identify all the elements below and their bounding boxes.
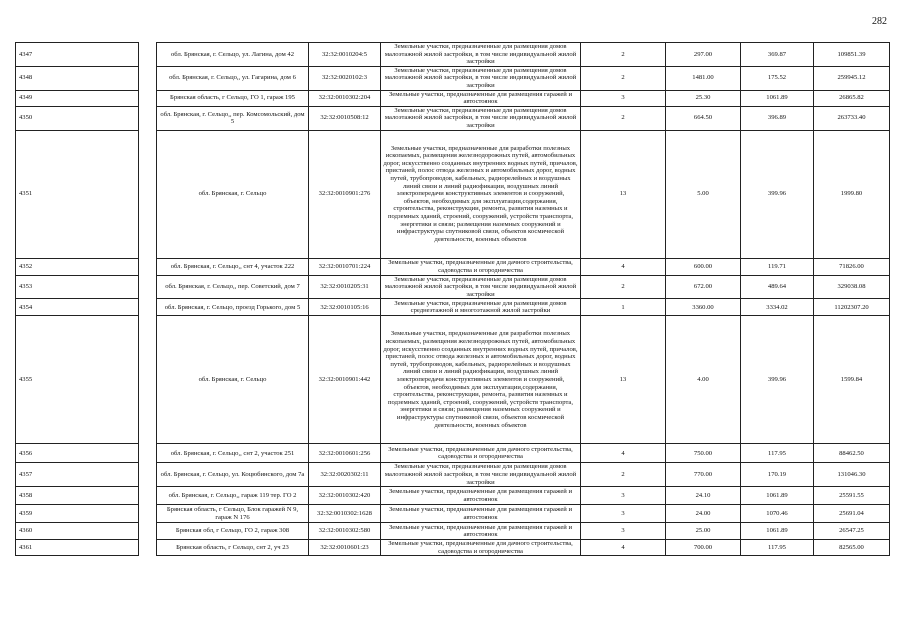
land-use-cell: Земельные участки, предназначенные для разработки полезных ископаемых, размещения железнодорожных путей, автомобильных дорог, искусственно созданных внутренних водных путей, причалов, пристаней, полос отвода железных и автомобильных дорог, водных путей, трубопроводов, кабельных, радиорелейных и воздушных линий связи и линий радиофикации, воздушных линий электропередачи конструктивных элементов и сооружений, объектов, необходимых для эксплуатации,содержания, строительства, реконструкции, ремонта, развития наземных и подземных зданий, строений, сооружений, устройств транспорта, энергетики и связи; размещения наземных сооружений и инфраструктуры спутниковой связи, объектов космической деятельности, военных объектов bbox=[381, 130, 581, 258]
cadastral-number-cell: 32:32:0010901:276 bbox=[309, 130, 381, 258]
row-number: 4352 bbox=[16, 258, 139, 275]
address-cell: обл. Брянская, г. Сельцо,, ул. Гагарина, дом 6 bbox=[157, 66, 309, 90]
table-row bbox=[16, 258, 890, 275]
cadastral-value-cell: 329038.08 bbox=[814, 275, 890, 299]
area-cell: 297.00 bbox=[666, 43, 741, 67]
address-cell: Брянская обл, г Сельцо, ГО 2, гараж 308 bbox=[157, 523, 309, 540]
land-use-cell: Земельные участки, предназначенные для размещения домов малоэтажной жилой застройки, в том числе индивидуальной жилой застройки bbox=[381, 106, 581, 130]
cadastral-value-cell: 82565.00 bbox=[814, 540, 890, 556]
group-cell: 2 bbox=[581, 106, 666, 130]
cadastral-value-table bbox=[15, 42, 890, 556]
address-cell: обл. Брянская, г. Сельцо,, снт 4, участок 222 bbox=[157, 258, 309, 275]
group-cell: 2 bbox=[581, 43, 666, 67]
row-gap bbox=[139, 106, 157, 130]
cadastral-number-cell: 32:32:0020302:11 bbox=[309, 463, 381, 487]
land-use-cell: Земельные участки, предназначенные для размещения гаражей и автостоянок bbox=[381, 487, 581, 505]
land-use-cell: Земельные участки, предназначенные для размещения домов малоэтажной жилой застройки, в том числе индивидуальной жилой застройки bbox=[381, 463, 581, 487]
cadastral-value-cell: 259945.12 bbox=[814, 66, 890, 90]
land-use-cell: Земельные участки, предназначенные для размещения гаражей и автостоянок bbox=[381, 505, 581, 523]
group-cell: 2 bbox=[581, 66, 666, 90]
group-cell: 3 bbox=[581, 487, 666, 505]
area-cell: 4.00 bbox=[666, 316, 741, 444]
cadastral-number-cell: 32:32:0010601:23 bbox=[309, 540, 381, 556]
table-row bbox=[16, 505, 890, 523]
cadastral-number-cell: 32:32:0010205:31 bbox=[309, 275, 381, 299]
cadastral-value-cell: 26865.82 bbox=[814, 90, 890, 106]
cadastral-value-cell: 11202307.20 bbox=[814, 299, 890, 316]
row-number: 4347 bbox=[16, 43, 139, 67]
address-cell: обл. Брянская, г. Сельцо,, пер. Советский, дом 7 bbox=[157, 275, 309, 299]
specific-value-cell: 117.95 bbox=[741, 540, 814, 556]
group-cell: 4 bbox=[581, 540, 666, 556]
table-body bbox=[16, 43, 890, 556]
specific-value-cell: 396.89 bbox=[741, 106, 814, 130]
row-number: 4349 bbox=[16, 90, 139, 106]
specific-value-cell: 1070.46 bbox=[741, 505, 814, 523]
cadastral-number-cell: 32:32:0010601:256 bbox=[309, 444, 381, 463]
specific-value-cell: 399.96 bbox=[741, 316, 814, 444]
specific-value-cell: 119.71 bbox=[741, 258, 814, 275]
table-row bbox=[16, 540, 890, 556]
row-gap bbox=[139, 463, 157, 487]
row-number: 4358 bbox=[16, 487, 139, 505]
area-cell: 25.00 bbox=[666, 523, 741, 540]
cadastral-value-cell: 263733.40 bbox=[814, 106, 890, 130]
group-cell: 4 bbox=[581, 258, 666, 275]
table-row bbox=[16, 66, 890, 90]
land-use-cell: Земельные участки, предназначенные для дачного строительства, садоводства и огородничества bbox=[381, 540, 581, 556]
land-use-cell: Земельные участки, предназначенные для размещения гаражей и автостоянок bbox=[381, 90, 581, 106]
table-row bbox=[16, 106, 890, 130]
table-row bbox=[16, 444, 890, 463]
address-cell: обл. Брянская, г. Сельцо, проезд Горького, дом 5 bbox=[157, 299, 309, 316]
row-number: 4350 bbox=[16, 106, 139, 130]
row-gap bbox=[139, 43, 157, 67]
land-use-cell: Земельные участки, предназначенные для размещения домов малоэтажной жилой застройки, в том числе индивидуальной жилой застройки bbox=[381, 66, 581, 90]
cadastral-value-cell: 109851.39 bbox=[814, 43, 890, 67]
area-cell: 700.00 bbox=[666, 540, 741, 556]
cadastral-value-cell: 131046.30 bbox=[814, 463, 890, 487]
group-cell: 13 bbox=[581, 316, 666, 444]
row-gap bbox=[139, 66, 157, 90]
area-cell: 3360.00 bbox=[666, 299, 741, 316]
cadastral-number-cell: 32:32:0010302:1628 bbox=[309, 505, 381, 523]
group-cell: 1 bbox=[581, 299, 666, 316]
cadastral-number-cell: 32:32:0010701:224 bbox=[309, 258, 381, 275]
cadastral-value-cell: 71826.00 bbox=[814, 258, 890, 275]
cadastral-number-cell: 32:32:0020102:3 bbox=[309, 66, 381, 90]
row-gap bbox=[139, 90, 157, 106]
land-use-cell: Земельные участки, предназначенные для размещения домов малоэтажной жилой застройки, в том числе индивидуальной жилой застройки bbox=[381, 43, 581, 67]
row-number: 4359 bbox=[16, 505, 139, 523]
specific-value-cell: 1061.89 bbox=[741, 523, 814, 540]
group-cell: 3 bbox=[581, 90, 666, 106]
group-cell: 3 bbox=[581, 523, 666, 540]
specific-value-cell: 369.87 bbox=[741, 43, 814, 67]
cadastral-number-cell: 32:32:0010302:580 bbox=[309, 523, 381, 540]
cadastral-value-cell: 1999.80 bbox=[814, 130, 890, 258]
land-use-cell: Земельные участки, предназначенные для размещения домов среднеэтажной и многоэтажной жилой застройки bbox=[381, 299, 581, 316]
table-row bbox=[16, 487, 890, 505]
specific-value-cell: 399.96 bbox=[741, 130, 814, 258]
area-cell: 600.00 bbox=[666, 258, 741, 275]
cadastral-number-cell: 32:32:0010105:16 bbox=[309, 299, 381, 316]
specific-value-cell: 175.52 bbox=[741, 66, 814, 90]
group-cell: 2 bbox=[581, 463, 666, 487]
address-cell: Брянская область, г Сельцо, ГО 1, гараж 195 bbox=[157, 90, 309, 106]
area-cell: 664.50 bbox=[666, 106, 741, 130]
area-cell: 750.00 bbox=[666, 444, 741, 463]
row-number: 4360 bbox=[16, 523, 139, 540]
row-gap bbox=[139, 523, 157, 540]
row-number: 4357 bbox=[16, 463, 139, 487]
page-number: 282 bbox=[872, 16, 887, 27]
cadastral-value-cell: 25691.04 bbox=[814, 505, 890, 523]
cadastral-number-cell: 32:32:0010204:5 bbox=[309, 43, 381, 67]
table-row bbox=[16, 523, 890, 540]
row-number: 4356 bbox=[16, 444, 139, 463]
cadastral-number-cell: 32:32:0010901:442 bbox=[309, 316, 381, 444]
row-number: 4353 bbox=[16, 275, 139, 299]
row-gap bbox=[139, 130, 157, 258]
table-row bbox=[16, 463, 890, 487]
land-use-cell: Земельные участки, предназначенные для дачного строительства, садоводства и огородничества bbox=[381, 444, 581, 463]
land-use-cell: Земельные участки, предназначенные для размещения домов малоэтажной жилой застройки, в том числе индивидуальной жилой застройки bbox=[381, 275, 581, 299]
address-cell: обл. Брянская, г. Сельцо bbox=[157, 130, 309, 258]
row-gap bbox=[139, 258, 157, 275]
area-cell: 770.00 bbox=[666, 463, 741, 487]
address-cell: Брянская область, г Сельцо, снт 2, уч 23 bbox=[157, 540, 309, 556]
area-cell: 25.30 bbox=[666, 90, 741, 106]
address-cell: обл. Брянская, г. Сельцо, ул. Коцюбинского, дом 7а bbox=[157, 463, 309, 487]
address-cell: обл. Брянская, г. Сельцо bbox=[157, 316, 309, 444]
area-cell: 24.10 bbox=[666, 487, 741, 505]
row-gap bbox=[139, 444, 157, 463]
address-cell: обл. Брянская, г. Сельцо, ул. Лагина, дом 42 bbox=[157, 43, 309, 67]
area-cell: 1481.00 bbox=[666, 66, 741, 90]
table-row bbox=[16, 43, 890, 67]
group-cell: 4 bbox=[581, 444, 666, 463]
table-row bbox=[16, 275, 890, 299]
specific-value-cell: 1061.89 bbox=[741, 90, 814, 106]
row-gap bbox=[139, 316, 157, 444]
specific-value-cell: 1061.89 bbox=[741, 487, 814, 505]
specific-value-cell: 170.19 bbox=[741, 463, 814, 487]
specific-value-cell: 489.64 bbox=[741, 275, 814, 299]
cadastral-number-cell: 32:32:0010508:12 bbox=[309, 106, 381, 130]
table-row bbox=[16, 90, 890, 106]
address-cell: Брянская область, г Сельцо, Блок гаражей N 9, гараж N 176 bbox=[157, 505, 309, 523]
table-row bbox=[16, 130, 890, 258]
group-cell: 13 bbox=[581, 130, 666, 258]
row-number: 4361 bbox=[16, 540, 139, 556]
address-cell: обл. Брянская, г. Сельцо,, пер. Комсомольский, дом 5 bbox=[157, 106, 309, 130]
table-row bbox=[16, 299, 890, 316]
row-gap bbox=[139, 487, 157, 505]
specific-value-cell: 117.95 bbox=[741, 444, 814, 463]
row-number: 4348 bbox=[16, 66, 139, 90]
cadastral-number-cell: 32:32:0010302:420 bbox=[309, 487, 381, 505]
cadastral-value-cell: 26547.25 bbox=[814, 523, 890, 540]
group-cell: 3 bbox=[581, 505, 666, 523]
address-cell: обл. Брянская, г. Сельцо,, снт 2, участок 251 bbox=[157, 444, 309, 463]
row-gap bbox=[139, 505, 157, 523]
area-cell: 5.00 bbox=[666, 130, 741, 258]
table-row bbox=[16, 316, 890, 444]
row-gap bbox=[139, 540, 157, 556]
area-cell: 24.00 bbox=[666, 505, 741, 523]
specific-value-cell: 3334.02 bbox=[741, 299, 814, 316]
land-use-cell: Земельные участки, предназначенные для разработки полезных ископаемых, размещения железнодорожных путей, автомобильных дорог, искусственно созданных внутренних водных путей, причалов, пристаней, полос отвода железных и автомобильных дорог, водных путей, трубопроводов, кабельных, радиорелейных и воздушных линий связи и линий радиофикации, воздушных линий электропередачи конструктивных элементов и сооружений, объектов, необходимых для эксплуатации,содержания, строительства, реконструкции, ремонта, развития наземных и подземных зданий, строений, сооружений, устройств транспорта, энергетики и связи; размещения наземных сооружений и инфраструктуры спутниковой связи, объектов космической деятельности, военных объектов bbox=[381, 316, 581, 444]
land-use-cell: Земельные участки, предназначенные для размещения гаражей и автостоянок bbox=[381, 523, 581, 540]
group-cell: 2 bbox=[581, 275, 666, 299]
area-cell: 672.00 bbox=[666, 275, 741, 299]
cadastral-value-cell: 25591.55 bbox=[814, 487, 890, 505]
row-number: 4355 bbox=[16, 316, 139, 444]
row-gap bbox=[139, 299, 157, 316]
cadastral-number-cell: 32:32:0010302:204 bbox=[309, 90, 381, 106]
row-number: 4354 bbox=[16, 299, 139, 316]
row-gap bbox=[139, 275, 157, 299]
row-number: 4351 bbox=[16, 130, 139, 258]
address-cell: обл. Брянская, г. Сельцо,, гараж 119 тер. ГО 2 bbox=[157, 487, 309, 505]
cadastral-value-cell: 88462.50 bbox=[814, 444, 890, 463]
land-use-cell: Земельные участки, предназначенные для дачного строительства, садоводства и огородничества bbox=[381, 258, 581, 275]
cadastral-value-cell: 1599.84 bbox=[814, 316, 890, 444]
